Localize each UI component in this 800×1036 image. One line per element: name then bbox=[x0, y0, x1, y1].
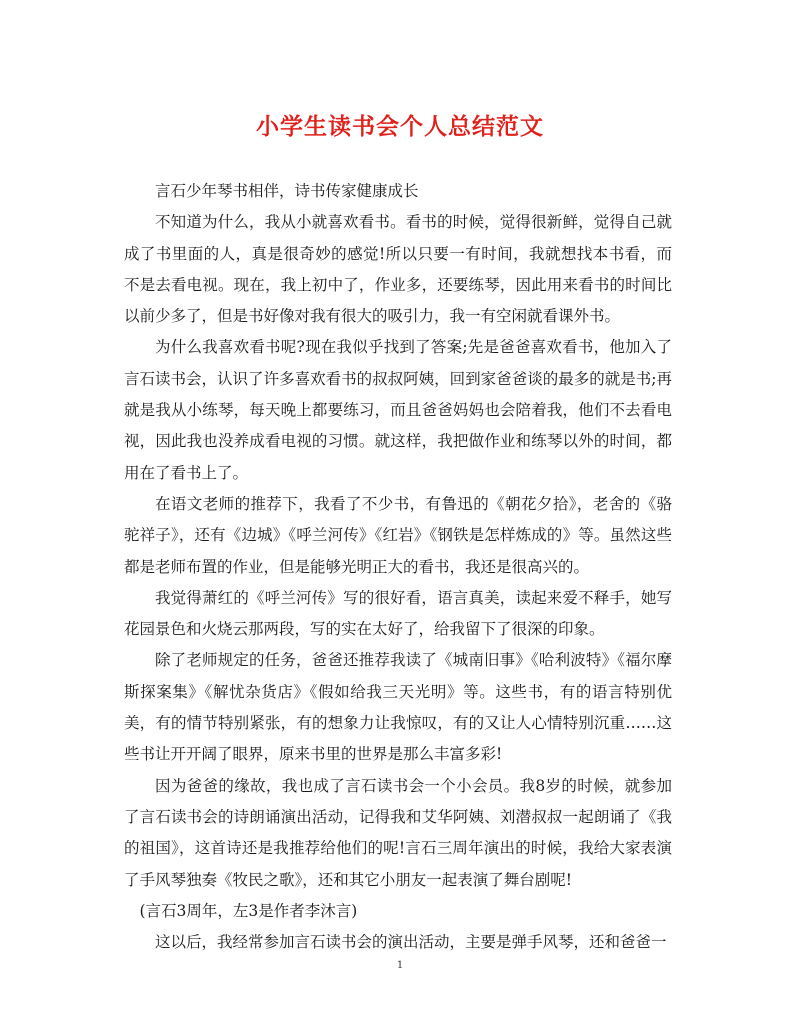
body-paragraph: 除了老师规定的任务，爸爸还推荐我读了《城南旧事》《哈利波特》《福尔摩斯探案集》《解忧杂货店》《假如给我三天光明》等。这些书，有的语言特别优美，有的情节特别紧张，有的想象力让我惊叹，有的又让人心情特别沉重……这些书让开开阔了眼界，原来书里的世界是那么丰富多彩! bbox=[124, 651, 672, 764]
document-body bbox=[124, 176, 672, 958]
photo-caption: (言石3周年，左3是作者李沐言) bbox=[139, 901, 358, 920]
body-paragraph: 我觉得萧红的《呼兰河传》写的很好看，语言真美，读起来爱不释手，她写花园景色和火烧云那两段，写的实在太好了，给我留下了很深的印象。 bbox=[124, 588, 672, 639]
document-title: 小学生读书会个人总结范文 bbox=[256, 113, 544, 140]
body-paragraph: 为什么我喜欢看书呢?现在我似乎找到了答案;先是爸爸喜欢看书，他加入了言石读书会，认识了许多喜欢看书的叔叔阿姨，回到家爸爸谈的最多的就是书;再就是我从小练琴，每天晚上都要练习，而且爸爸妈妈也会陪着我，他们不去看电视，因此我也没养成看电视的习惯。就这样，我把做作业和练琴以外的时间，都用在了看书上了。 bbox=[124, 338, 672, 482]
body-paragraph: 在语文老师的推荐下，我看了不少书，有鲁迅的《朝花夕拾》，老舍的《骆驼祥子》，还有《边城》《呼兰河传》《红岩》《钢铁是怎样炼成的》等。虽然这些都是老师布置的作业，但是能够光明正大的看书，我还是很高兴的。 bbox=[124, 494, 672, 576]
body-paragraph: 这以后，我经常参加言石读书会的演出活动，主要是弹手风琴，还和爸爸一 bbox=[155, 933, 667, 952]
subtitle-paragraph: 言石少年琴书相伴，诗书传家健康成长 bbox=[155, 182, 419, 200]
body-paragraph: 因为爸爸的缘故，我也成了言石读书会一个小会员。我8岁的时候，就参加了言石读书会的诗朗诵演出活动，记得我和艾华阿姨、刘潜叔叔一起朗诵了《我的祖国》，这首诗还是我推荐给他们的呢!言石三周年演出的时候，我给大家表演了手风琴独奏《牧民之歌》，还和其它小朋友一起表演了舞台剧呢! bbox=[124, 776, 672, 889]
page-number: 1 bbox=[396, 960, 404, 971]
body-paragraph: 不知道为什么，我从小就喜欢看书。看书的时候，觉得很新鲜，觉得自己就成了书里面的人，真是很奇妙的感觉!所以只要一有时间，我就想找本书看，而不是去看电视。现在，我上初中了，作业多，还要练琴，因此用来看书的时间比以前少多了，但是书好像对我有很大的吸引力，我一有空闲就看课外书。 bbox=[124, 213, 672, 326]
